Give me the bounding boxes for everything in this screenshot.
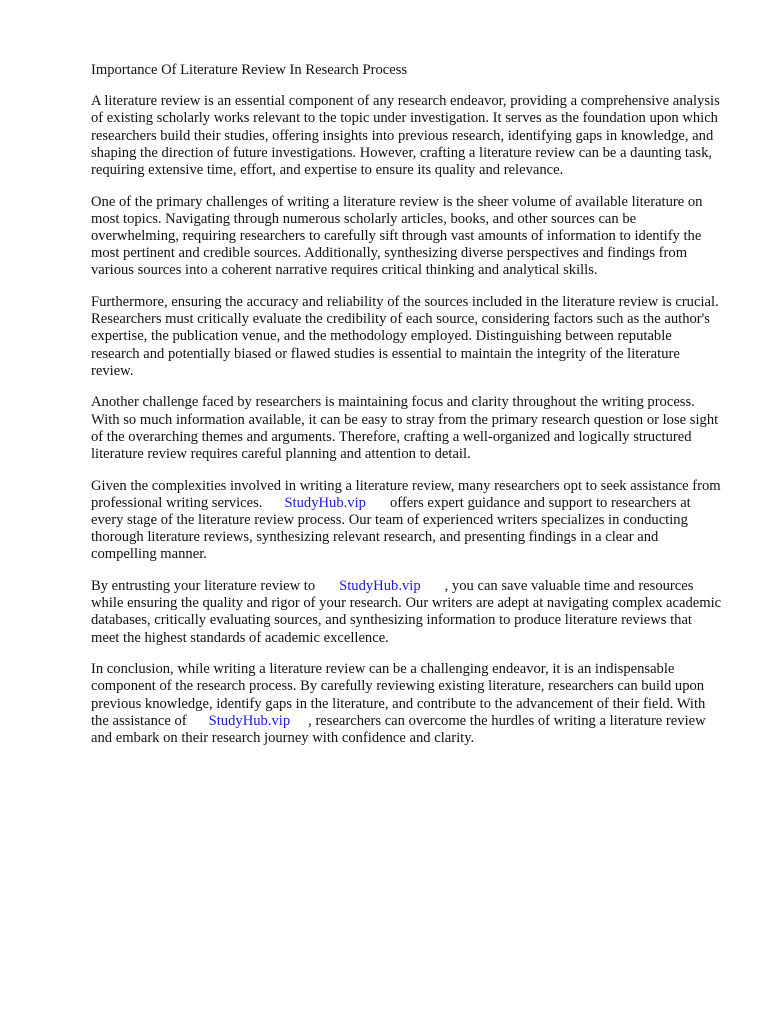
studyhub-link[interactable]: StudyHub.vip xyxy=(284,494,366,511)
paragraph-text: By entrusting your literature review to xyxy=(91,578,316,595)
paragraph-text: , you can save valuable time and resources while ensuring the quality and rigor of your research. Our writers are adept at navigating complex academic databases, critically evaluating sources, and synthesizing information to produce literature reviews that meet the highest standards of academic excellence. xyxy=(91,578,722,646)
paragraph-intro: A literature review is an essential component of any research endeavor, providing a comprehensive analysis of existing scholarly works relevant to the topic under investigation. It serves as the foundation upon which researchers build their studies, offering insights into previous research, identifying gaps in knowledge, and shaping the direction of future investigations. However, crafting a literature review can be a daunting task, requiring extensive time, effort, and expertise to ensure its quality and relevance. xyxy=(91,93,720,179)
paragraph-writing-services xyxy=(91,478,723,564)
paragraph-accuracy: Furthermore, ensuring the accuracy and reliability of the sources included in the literature review is crucial. Researchers must critically evaluate the credibility of each source, considering factors such as the author's expertise, the publication venue, and the methodology employed. Distinguishing between reputable research and potentially biased or flawed studies is essential to maintain the integrity of the literature review. xyxy=(91,294,719,379)
document-page xyxy=(91,62,723,762)
paragraph-text: offers expert guidance and support to researchers at every stage of the literature review process. Our team of experienced writers specializes in conducting thorough literature reviews, synthesizing relevant research, and presenting findings in a clear and compelling manner. xyxy=(91,494,691,563)
studyhub-link[interactable]: StudyHub.vip xyxy=(208,712,291,729)
studyhub-link[interactable]: StudyHub.vip xyxy=(339,578,421,595)
paragraph-text: Given the complexities involved in writing a literature review, many researchers opt to seek assistance from professional writing services. xyxy=(91,477,721,511)
paragraph-focus-clarity: Another challenge faced by researchers is maintaining focus and clarity throughout the writing process. With so much information available, it can be easy to stray from the primary research question or lose sight of the overarching themes and arguments. Therefore, crafting a well-organized and logically structured literature review requires careful planning and attention to detail. xyxy=(91,394,719,463)
paragraph-text: , researchers can overcome the hurdles of writing a literature review and embark on their research journey with confidence and clarity. xyxy=(91,712,706,747)
paragraph-text: In conclusion, while writing a literature review can be a challenging endeavor, it is an indispensable component of the research process. By carefully reviewing existing literature, researchers can build upon previous knowledge, identify gaps in the literature, and contribute to the advancement of their field. With the assistance of xyxy=(91,661,706,729)
paragraph-volume-challenge: One of the primary challenges of writing a literature review is the sheer volume of available literature on most topics. Navigating through numerous scholarly articles, books, and other sources can be overwhelming, requiring researchers to carefully sift through vast amounts of information to identify the most pertinent and credible sources. Additionally, synthesizing diverse perspectives and findings from various sources into a coherent narrative requires critical thinking and analytical skills. xyxy=(91,193,703,279)
document-title: Importance Of Literature Review In Research Process xyxy=(91,62,408,78)
paragraph-entrusting xyxy=(91,578,723,647)
paragraph-conclusion xyxy=(91,661,723,747)
